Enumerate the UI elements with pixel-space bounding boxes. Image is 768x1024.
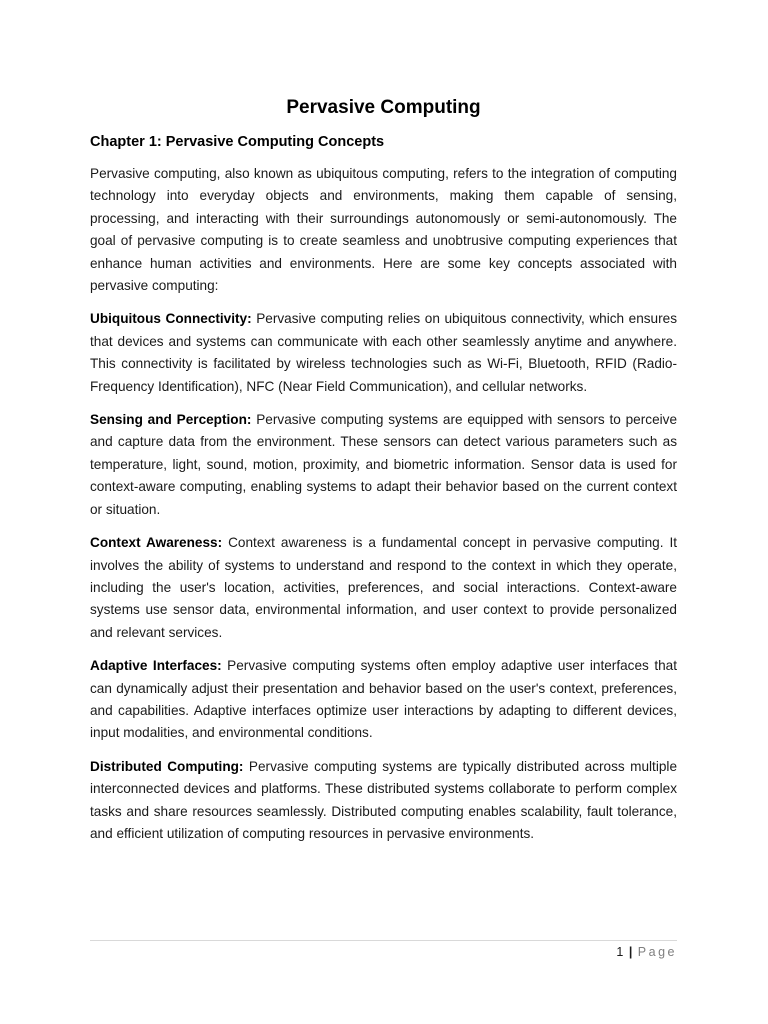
concept-text: Context awareness is a fundamental concept in pervasive computing. It involves the ability of systems to understand and respond to the context in which they operate, including the user's location, activities, preferences, and social interactions. Context-aware systems use sensor data, environmental information, and user context to provide personalized and relevant services.	[90, 535, 677, 640]
concept-text: Pervasive computing systems are typically distributed across multiple interconnected devices and platforms. These distributed systems collaborate to perform complex tasks and share resources seamlessly. Distributed computing enables scalability, fault tolerance, and efficient utilization of computing resources in pervasive environments.	[90, 758, 677, 841]
concept-term: Sensing and Perception:	[90, 412, 252, 428]
concept-paragraph-adaptive-interfaces	[90, 655, 677, 745]
page-footer	[90, 943, 677, 961]
chapter-heading: Chapter 1: Pervasive Computing Concepts	[90, 134, 385, 150]
page-label: Page	[637, 945, 677, 959]
intro-paragraph: Pervasive computing, also known as ubiquitous computing, refers to the integration of computing technology into everyday objects and environments, making them capable of sensing, processing, and interacting with their surroundings autonomously or semi-autonomously. The goal of pervasive computing is to create seamless and unobtrusive computing experiences that enhance human activities and environments. Here are some key concepts associated with pervasive computing:	[90, 166, 677, 294]
concept-term: Adaptive Interfaces:	[90, 658, 222, 674]
page-number-separator: |	[628, 945, 633, 959]
concept-text: Pervasive computing systems are equipped with sensors to perceive and capture data from the environment. These sensors can detect various parameters such as temperature, light, sound, motion, proximity, and biometric information. Sensor data is used for context-aware computing, enabling systems to adapt their behavior based on the current context or situation.	[90, 412, 678, 517]
concept-paragraph-sensing-and-perception	[90, 409, 677, 521]
concept-paragraph-ubiquitous-connectivity	[90, 308, 677, 398]
concept-paragraph-distributed-computing	[90, 756, 677, 846]
concept-term: Context Awareness:	[90, 535, 223, 551]
document-title: Pervasive Computing	[286, 97, 481, 118]
concept-text: Pervasive computing systems often employ adaptive user interfaces that can dynamically adjust their presentation and behavior based on the user's context, preferences, and capabilities. Adaptive interfaces optimize user interactions by adapting to different devices, input modalities, and environmental conditions.	[90, 658, 677, 741]
footer-divider	[90, 940, 677, 941]
concept-text: Pervasive computing relies on ubiquitous connectivity, which ensures that devices and systems can communicate with each other seamlessly anytime and anywhere. This connectivity is facilitated by wireless technologies such as Wi-Fi, Bluetooth, RFID (Radio-Frequency Identification), NFC (Near Field Communication), and cellular networks.	[90, 311, 677, 394]
concept-paragraph-context-awareness	[90, 532, 677, 644]
page-content	[90, 95, 677, 856]
page-number: 1	[616, 945, 624, 959]
concept-term: Ubiquitous Connectivity:	[90, 311, 252, 327]
concept-term: Distributed Computing:	[90, 758, 244, 774]
